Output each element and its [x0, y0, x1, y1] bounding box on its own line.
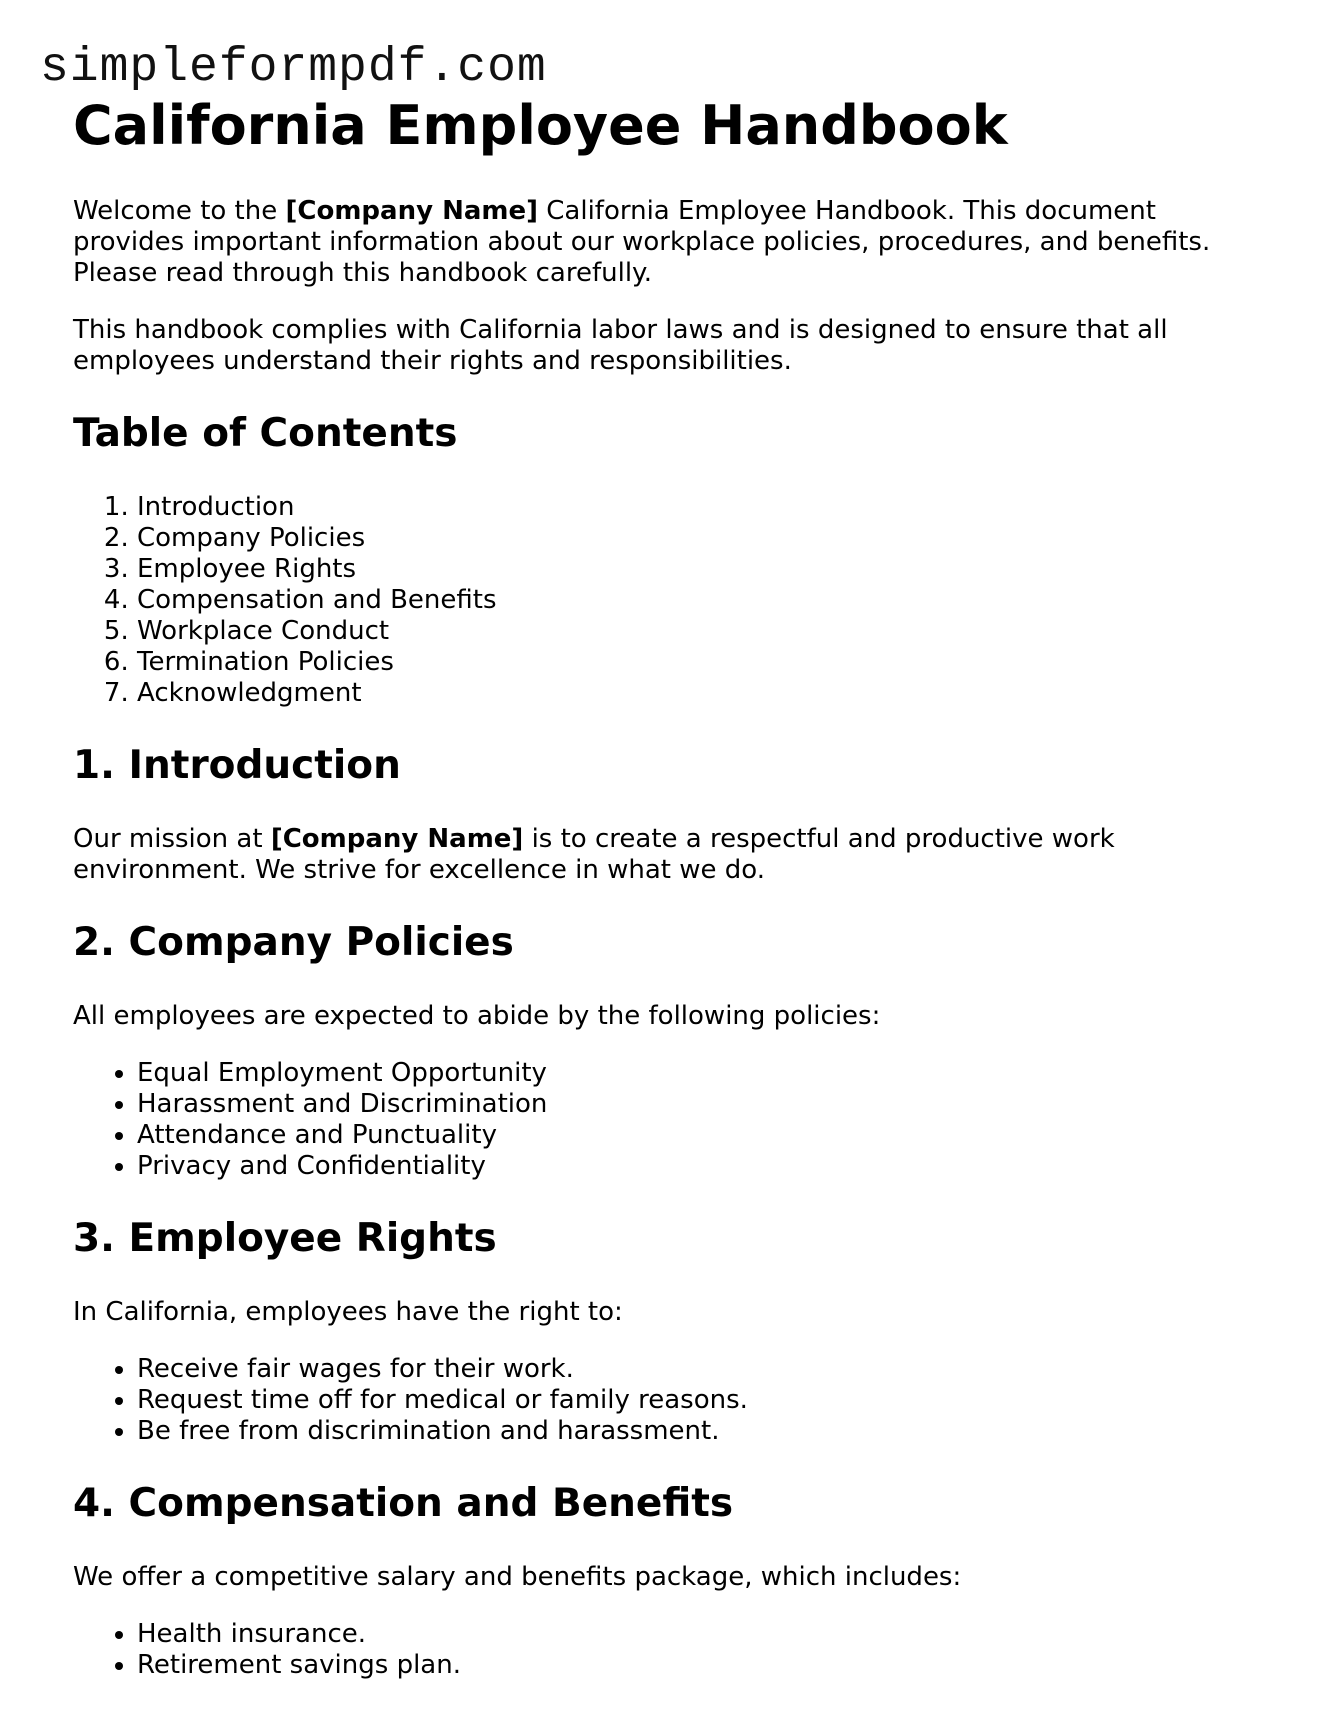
toc-item: 4. Compensation and Benefits: [137, 585, 1263, 616]
toc-item: 1. Introduction: [137, 492, 1263, 523]
company-name-placeholder: [Company Name]: [270, 824, 524, 854]
mission-text-before: Our mission at: [73, 824, 271, 854]
list-item: • Be free from discrimination and harassment.: [137, 1416, 1263, 1447]
toc-item: 7. Acknowledgment: [137, 678, 1263, 709]
toc-item: 3. Employee Rights: [137, 554, 1263, 585]
document-page: [73, 90, 1263, 1681]
page-title: California Employee Handbook: [73, 94, 1008, 157]
list-item: • Health insurance.: [137, 1619, 1263, 1650]
list-item: • Retirement savings plan.: [137, 1650, 1263, 1681]
toc-item: 5. Workplace Conduct: [137, 616, 1263, 647]
section-heading-introduction: 1. Introduction: [73, 743, 401, 788]
list-item: • Attendance and Punctuality: [137, 1120, 1263, 1151]
policies-lead: All employees are expected to abide by the following policies:: [73, 1001, 881, 1031]
toc-heading: Table of Contents: [73, 411, 458, 456]
rights-lead: In California, employees have the right to:: [73, 1297, 623, 1327]
compensation-lead: We offer a competitive salary and benefits package, which includes:: [73, 1562, 962, 1592]
list-item: • Privacy and Confidentiality: [137, 1151, 1263, 1182]
section-heading-company-policies: 2. Company Policies: [73, 920, 514, 965]
toc-list: [73, 492, 1263, 709]
list-item: • Equal Employment Opportunity: [137, 1058, 1263, 1089]
rights-list: [73, 1354, 1263, 1447]
list-item: • Harassment and Discrimination: [137, 1089, 1263, 1120]
mission-paragraph: [73, 824, 1263, 886]
watermark-text: simpleformpdf.com: [40, 41, 547, 95]
intro-text-after: California Employee Handbook. This document provides important information about our workplace policies, procedures, and benefits. Please read through this handbook carefully.: [73, 196, 1211, 288]
section-heading-compensation: 4. Compensation and Benefits: [73, 1481, 734, 1526]
toc-item: 6. Termination Policies: [137, 647, 1263, 678]
intro-paragraph: [73, 196, 1263, 289]
list-item: • Request time off for medical or family reasons.: [137, 1385, 1263, 1416]
toc-item: 2. Company Policies: [137, 523, 1263, 554]
list-item: • Receive fair wages for their work.: [137, 1354, 1263, 1385]
intro-text-before: Welcome to the: [73, 196, 286, 226]
section-heading-employee-rights: 3. Employee Rights: [73, 1216, 497, 1261]
policies-list: [73, 1058, 1263, 1182]
compliance-paragraph: This handbook complies with California labor laws and is designed to ensure that all employees understand their rights and responsibilities.: [73, 315, 1168, 376]
company-name-placeholder: [Company Name]: [285, 196, 538, 226]
benefits-list: [73, 1619, 1263, 1681]
mission-text-after: is to create a respectful and productive work environment. We strive for excellence in what we do.: [73, 824, 1115, 885]
